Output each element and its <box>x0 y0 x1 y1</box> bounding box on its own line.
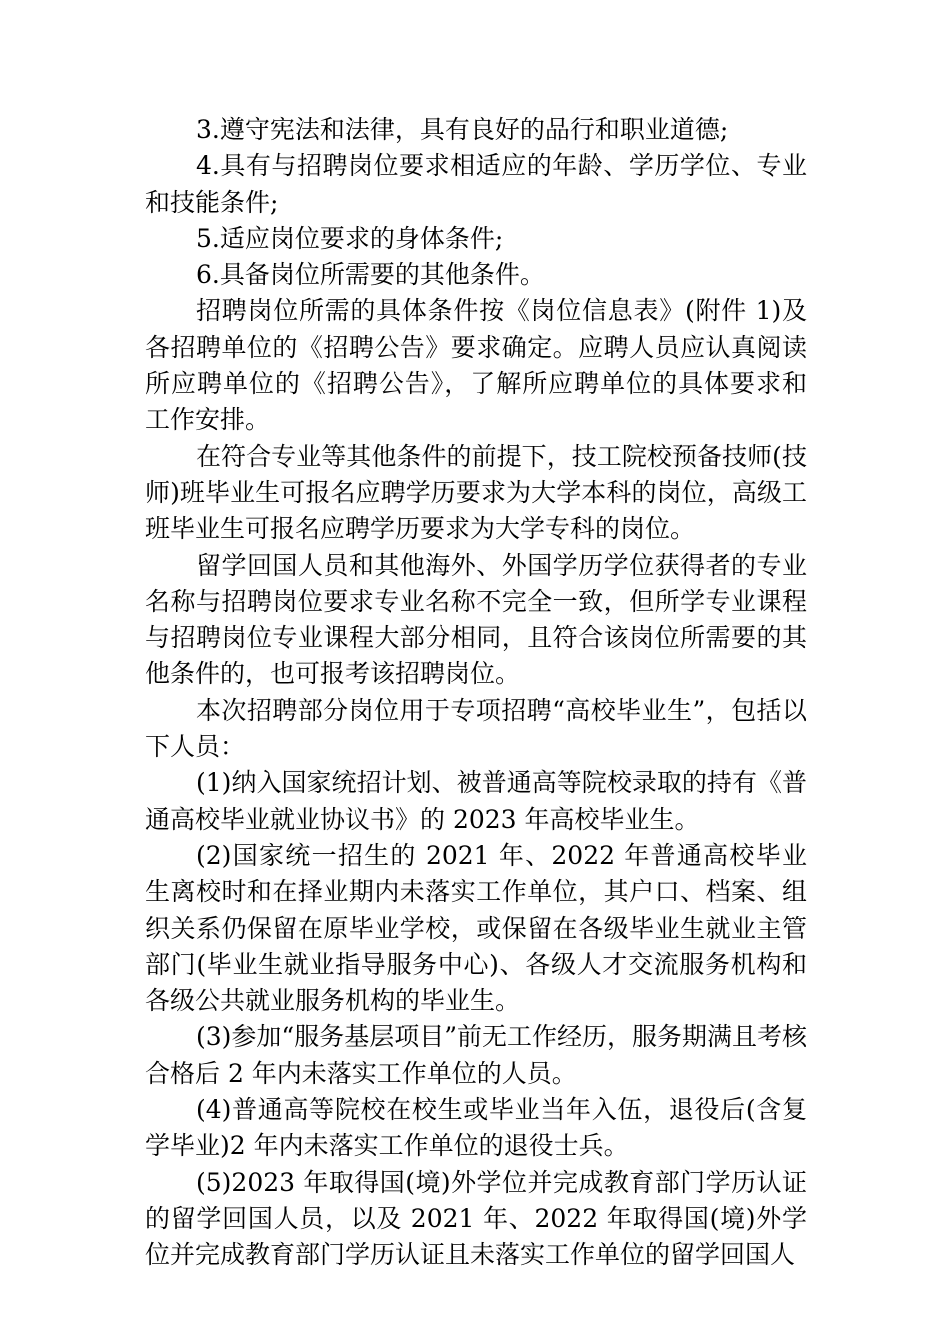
paragraph-condition-5: 5.适应岗位要求的身体条件; <box>196 223 504 253</box>
paragraph-item-5: (5)2023 年取得国(境)外学位并完成教育部门学历认证的留学回国人员，以及 2021 年、2022 年取得国(境)外学位并完成教育部门学历认证且未落实工作单位的留学回国人 <box>145 1167 807 1270</box>
paragraph-technical-school-graduates: 在符合专业等其他条件的前提下，技工院校预备技师(技师)班毕业生可报名应聘学历要求为大学本科的岗位，高级工班毕业生可报名应聘学历要求为大学专科的岗位。 <box>145 441 807 544</box>
paragraph-condition-6: 6.具备岗位所需要的其他条件。 <box>196 260 545 290</box>
paragraph-condition-3: 3.遵守宪法和法律，具有良好的品行和职业道德; <box>196 115 729 144</box>
paragraph-graduate-special-recruitment: 本次招聘部分岗位用于专项招聘“高校毕业生”，包括以下人员： <box>145 695 807 762</box>
paragraph-item-1: (1)纳入国家统招计划、被普通高等院校录取的持有《普通高校毕业就业协议书》的 2023 年高校毕业生。 <box>145 768 807 834</box>
paragraph-item-4: (4)普通高等院校在校生或毕业当年入伍，退役后(含复学毕业)2 年内未落实工作单位的退役士兵。 <box>145 1095 807 1161</box>
paragraph-item-2: (2)国家统一招生的 2021 年、2022 年普通高校毕业生离校时和在择业期内未落实工作单位，其户口、档案、组织关系仍保留在原毕业学校，或保留在各级毕业生就业主管部门(毕业生就业指导服务中心)、各级人才交流服务机构和各级公共就业服务机构的毕业生。 <box>145 840 807 1016</box>
paragraph-overseas-degrees: 留学回国人员和其他海外、外国学历学位获得者的专业名称与招聘岗位要求专业名称不完全一致，但所学专业课程与招聘岗位专业课程大部分相同，且符合该岗位所需要的其他条件的，也可报考该招聘岗位。 <box>145 550 807 689</box>
paragraph-item-3: (3)参加“服务基层项目”前无工作经历，服务期满且考核合格后 2 年内未落实工作单位的人员。 <box>145 1022 807 1088</box>
document-body <box>145 112 807 1274</box>
paragraph-specific-requirements: 招聘岗位所需的具体条件按《岗位信息表》(附件 1)及各招聘单位的《招聘公告》要求确定。应聘人员应认真阅读所应聘单位的《招聘公告》，了解所应聘单位的具体要求和工作安排。 <box>145 296 807 435</box>
paragraph-condition-4: 4.具有与招聘岗位要求相适应的年龄、学历学位、专业和技能条件; <box>145 151 807 217</box>
